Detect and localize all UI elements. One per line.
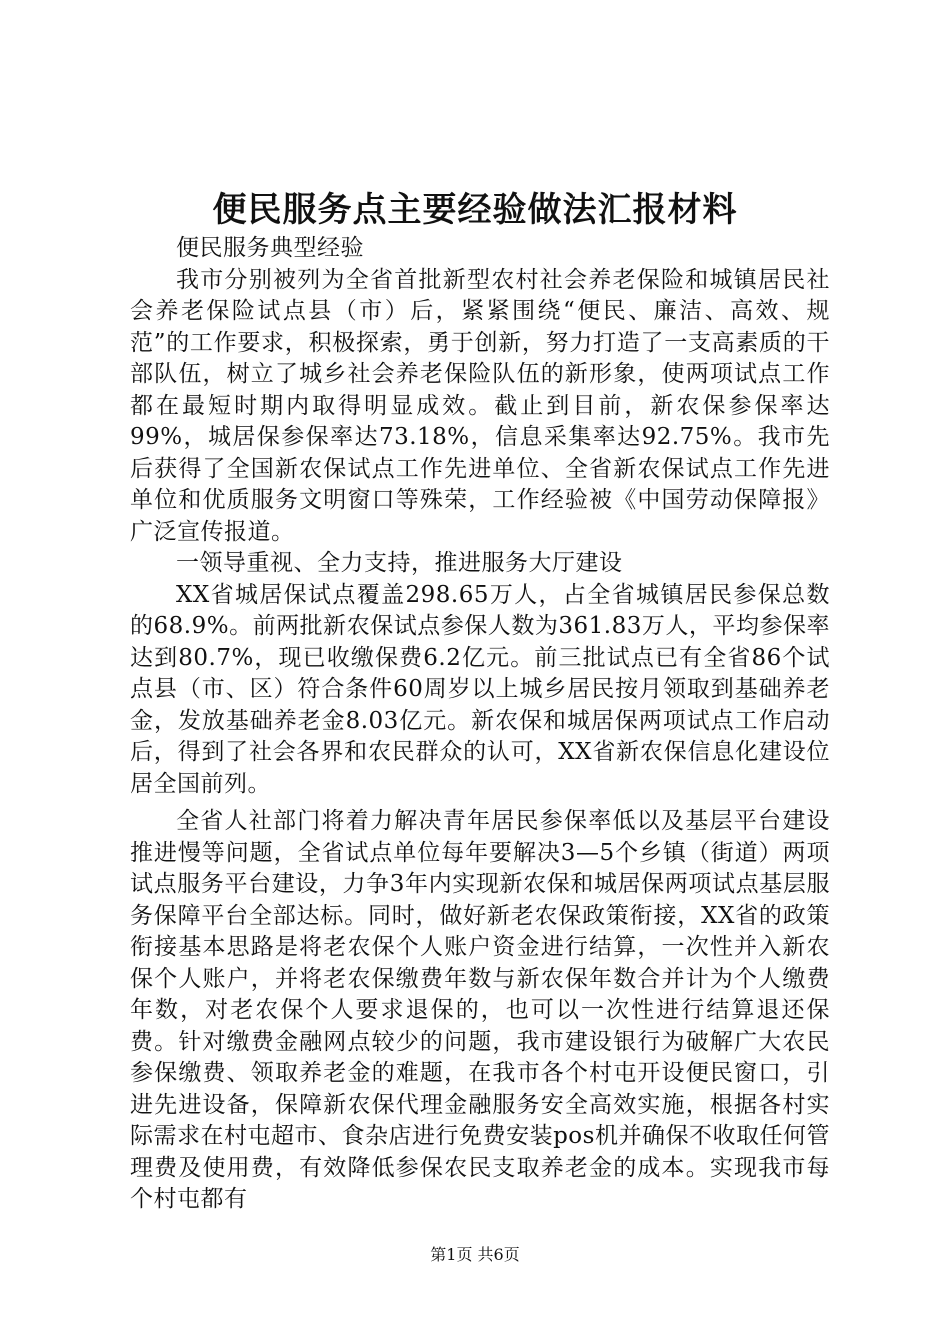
body-paragraph: 我市分别被列为全省首批新型农村社会养老保险和城镇居民社会养老保险试点县（市）后，紧紧围绕“便民、廉洁、高效、规范”的工作要求，积极探索，勇于创新，努力打造了一支高素质的干部队伍，树立了城乡社会养老保险队伍的新形象，使两项试点工作都在最短时期内取得明显成效。截止到目前，新农保参保率达99%，城居保参保率达73.18%，信息采集率达92.75%。我市先后获得了全国新农保试点工作先进单位、全省新农保试点工作先进单位和优质服务文明窗口等殊荣，工作经验被《中国劳动保障报》广泛宣传报道。 bbox=[130, 266, 830, 545]
document-body bbox=[130, 233, 830, 1216]
body-paragraph: XX省城居保试点覆盖298.65万人，占全省城镇居民参保总数的68.9%。前两批新农保试点参保人数为361.83万人，平均参保率达到80.7%，现已收缴保费6.2亿元。前三批试点已有全省86个试点县（市、区）符合条件60周岁以上城乡居民按月领取到基础养老金，发放基础养老金8.03亿元。新农保和城居保两项试点工作启动后，得到了社会各界和农民群众的认可，XX省新农保信息化建设位居全国前列。 bbox=[130, 581, 830, 797]
document-title: 便民服务点主要经验做法汇报材料 bbox=[212, 190, 738, 230]
section-heading: 便民服务典型经验 bbox=[176, 235, 364, 261]
body-paragraph: 全省人社部门将着力解决青年居民参保率低以及基层平台建设推进慢等问题，全省试点单位每年要解决3—5个乡镇（街道）两项试点服务平台建设，力争3年内实现新农保和城居保两项试点基层服务保障平台全部达标。同时，做好新老农保政策衔接，XX省的政策衔接基本思路是将老农保个人账户资金进行结算，一次性并入新农保个人账户，并将老农保缴费年数与新农保年数合并计为个人缴费年数，对老农保个人要求退保的，也可以一次性进行结算退还保费。针对缴费金融网点较少的问题，我市建设银行为破解广大农民参保缴费、领取养老金的难题，在我市各个村屯开设便民窗口，引进先进设备，保障新农保代理金融服务安全高效实施，根据各村实际需求在村屯超市、食杂店进行免费安装pos机并确保不收取任何管理费及使用费，有效降低参保农民支取养老金的成本。实现我市每个村屯都有 bbox=[130, 808, 830, 1212]
section-heading: 一领导重视、全力支持，推进服务大厅建设 bbox=[176, 550, 623, 576]
page-footer: 第1页 共6页 bbox=[430, 1245, 520, 1264]
